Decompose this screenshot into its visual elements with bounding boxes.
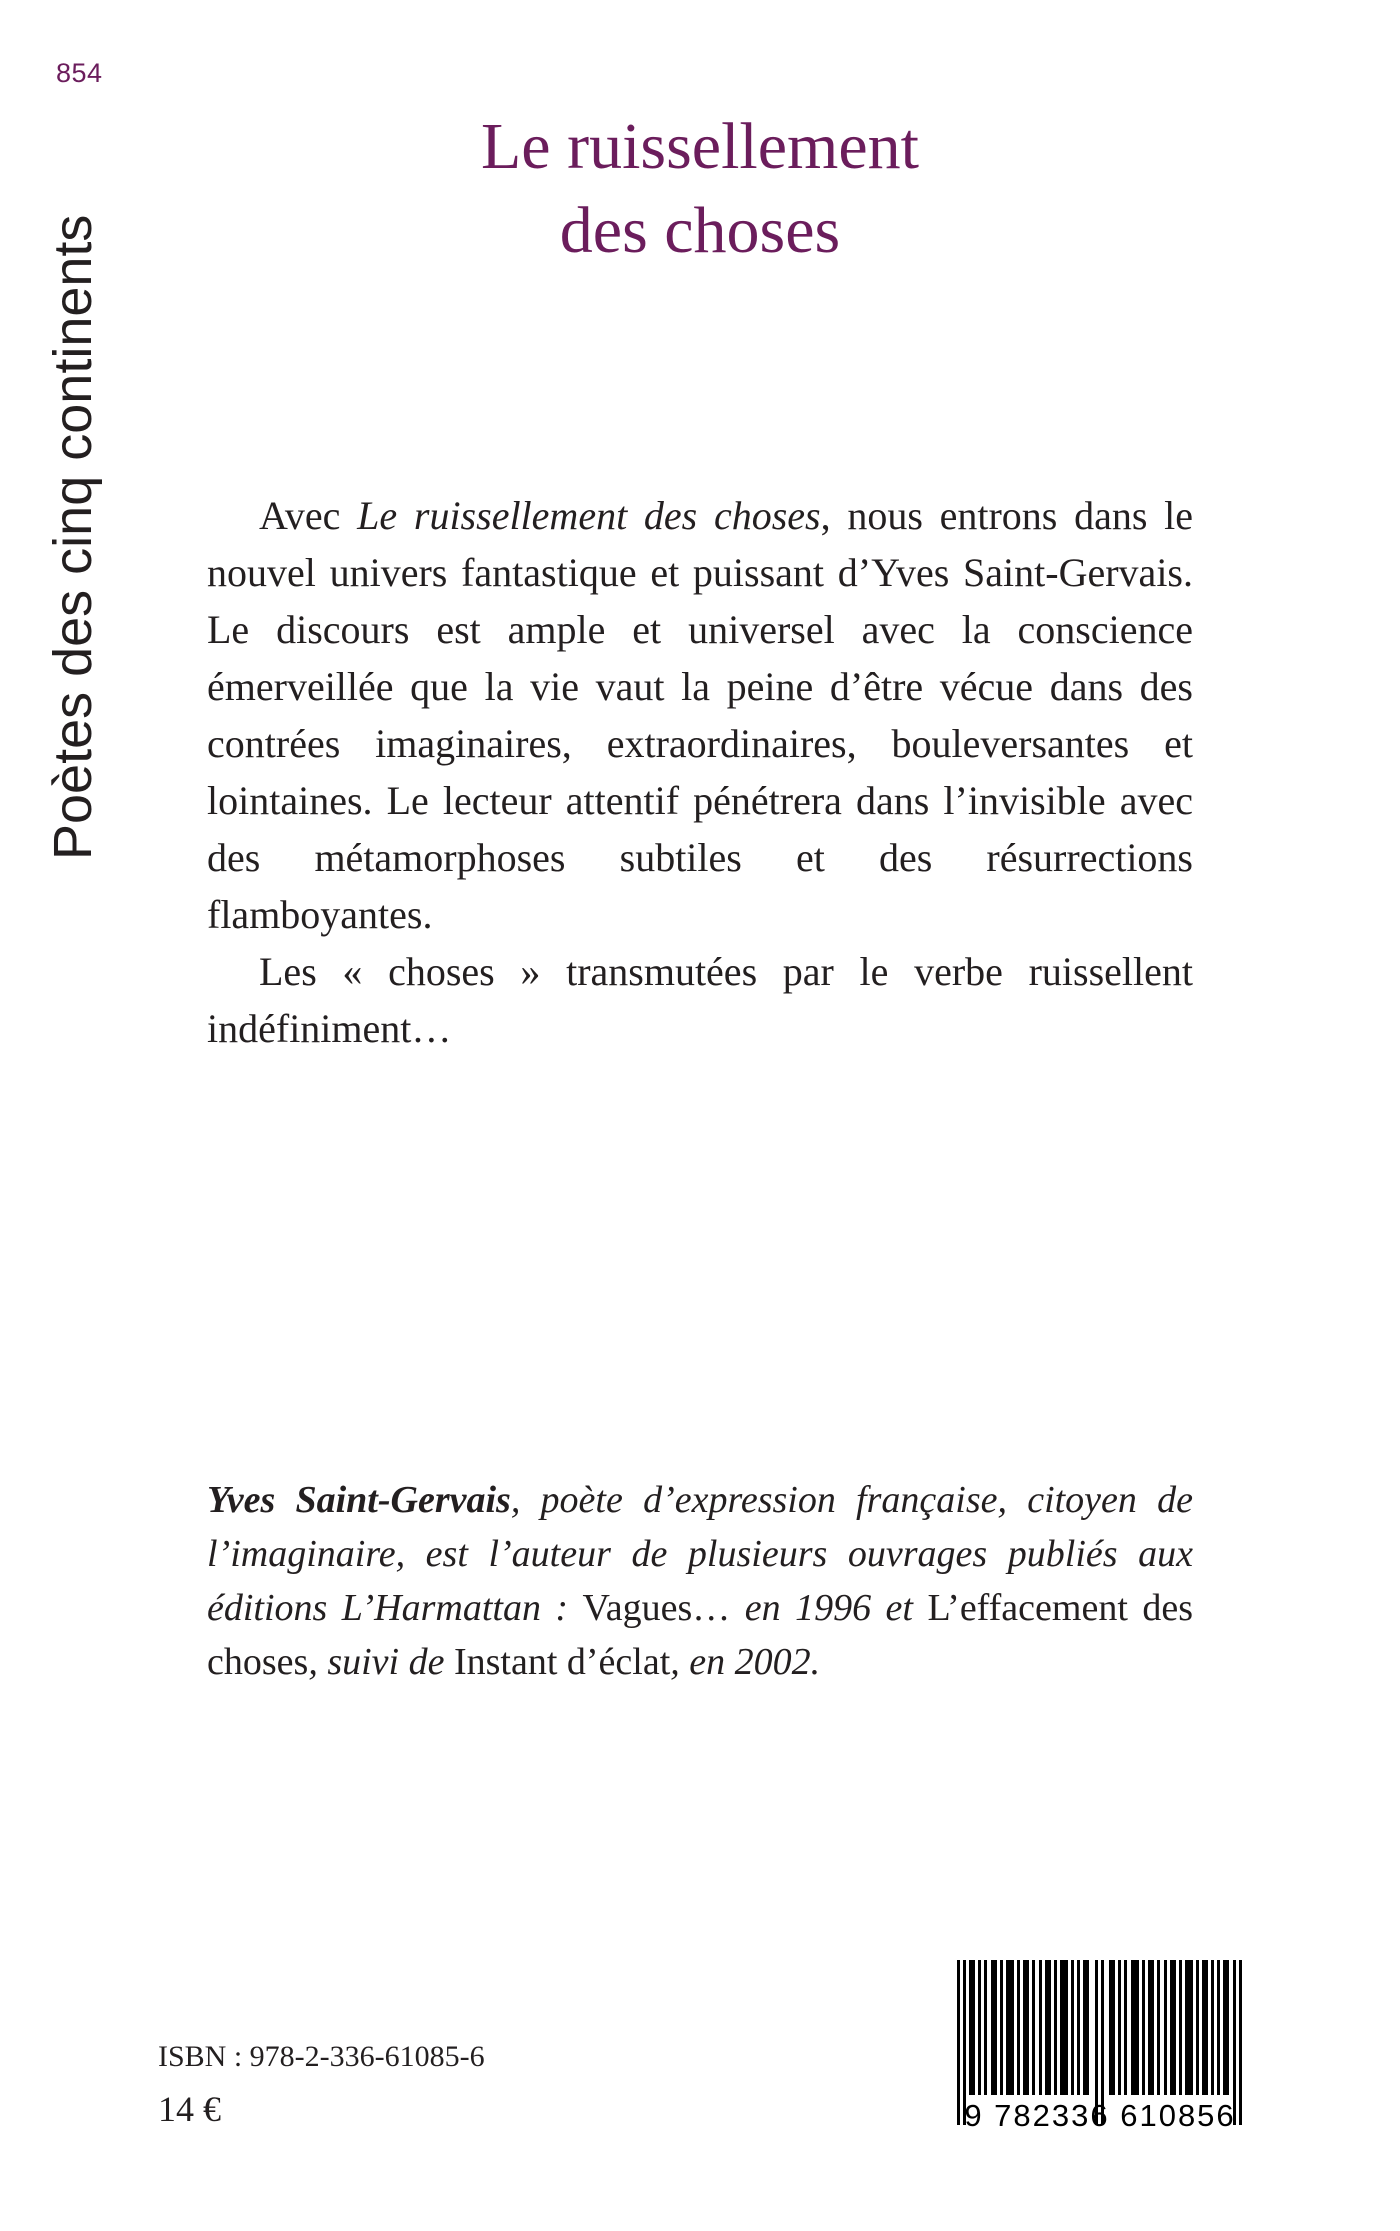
back-cover-blurb bbox=[207, 487, 1193, 1057]
blurb-paragraph-2: Les « choses » transmutées par le verbe ruissellent indéfiniment… bbox=[207, 949, 1193, 1051]
isbn: ISBN : 978-2-336-61085-6 bbox=[158, 2040, 485, 2073]
series-number: 854 bbox=[56, 58, 103, 88]
bio-text-4: , en 2002. bbox=[670, 1641, 821, 1683]
bio-work-3: Instant d’éclat bbox=[453, 1641, 671, 1683]
bio-text-3: , suivi de bbox=[308, 1641, 454, 1683]
book-title-line2: des choses bbox=[559, 194, 841, 267]
blurb-p1-before: Avec bbox=[259, 493, 358, 538]
series-name: Poètes des cinq continents bbox=[43, 214, 103, 860]
author-bio bbox=[207, 1473, 1193, 1689]
series-name-spine bbox=[44, 140, 114, 860]
book-title bbox=[280, 105, 1120, 273]
bio-text-2: en 1996 et bbox=[730, 1587, 928, 1629]
blurb-p1-after: , nous entrons dans le nouvel univers fantastique et puissant d’Yves Saint-Gervais. Le discours est ample et universel avec la conscience émerveillée que la vie vaut la peine d’être vécue dans des contrées imaginaires, extraordinaires, bouleversantes et lointaines. Le lecteur attentif pénétrera dans l’invisible avec des métamorphoses subtiles et des résurrections flamboyantes. bbox=[207, 493, 1193, 937]
bio-work-1: Vagues… bbox=[582, 1587, 731, 1629]
barcode-digits: 9 782336 610856 bbox=[964, 2098, 1236, 2133]
bio-work-2: L’effacement des choses bbox=[207, 1587, 1193, 1683]
blurb-paragraph-1 bbox=[207, 487, 1193, 943]
price: 14 € bbox=[158, 2089, 221, 2129]
book-title-line1: Le ruissellement bbox=[480, 110, 920, 183]
bio-text-1: , poète d’expression française, citoyen de l’imaginaire, est l’auteur de plusieurs ouvrages publiés aux éditions L’Harmattan : bbox=[207, 1479, 1194, 1629]
bio-author-name: Yves Saint-Gervais bbox=[207, 1479, 511, 1521]
blurb-p1-title: Le ruissellement des choses bbox=[357, 493, 821, 538]
